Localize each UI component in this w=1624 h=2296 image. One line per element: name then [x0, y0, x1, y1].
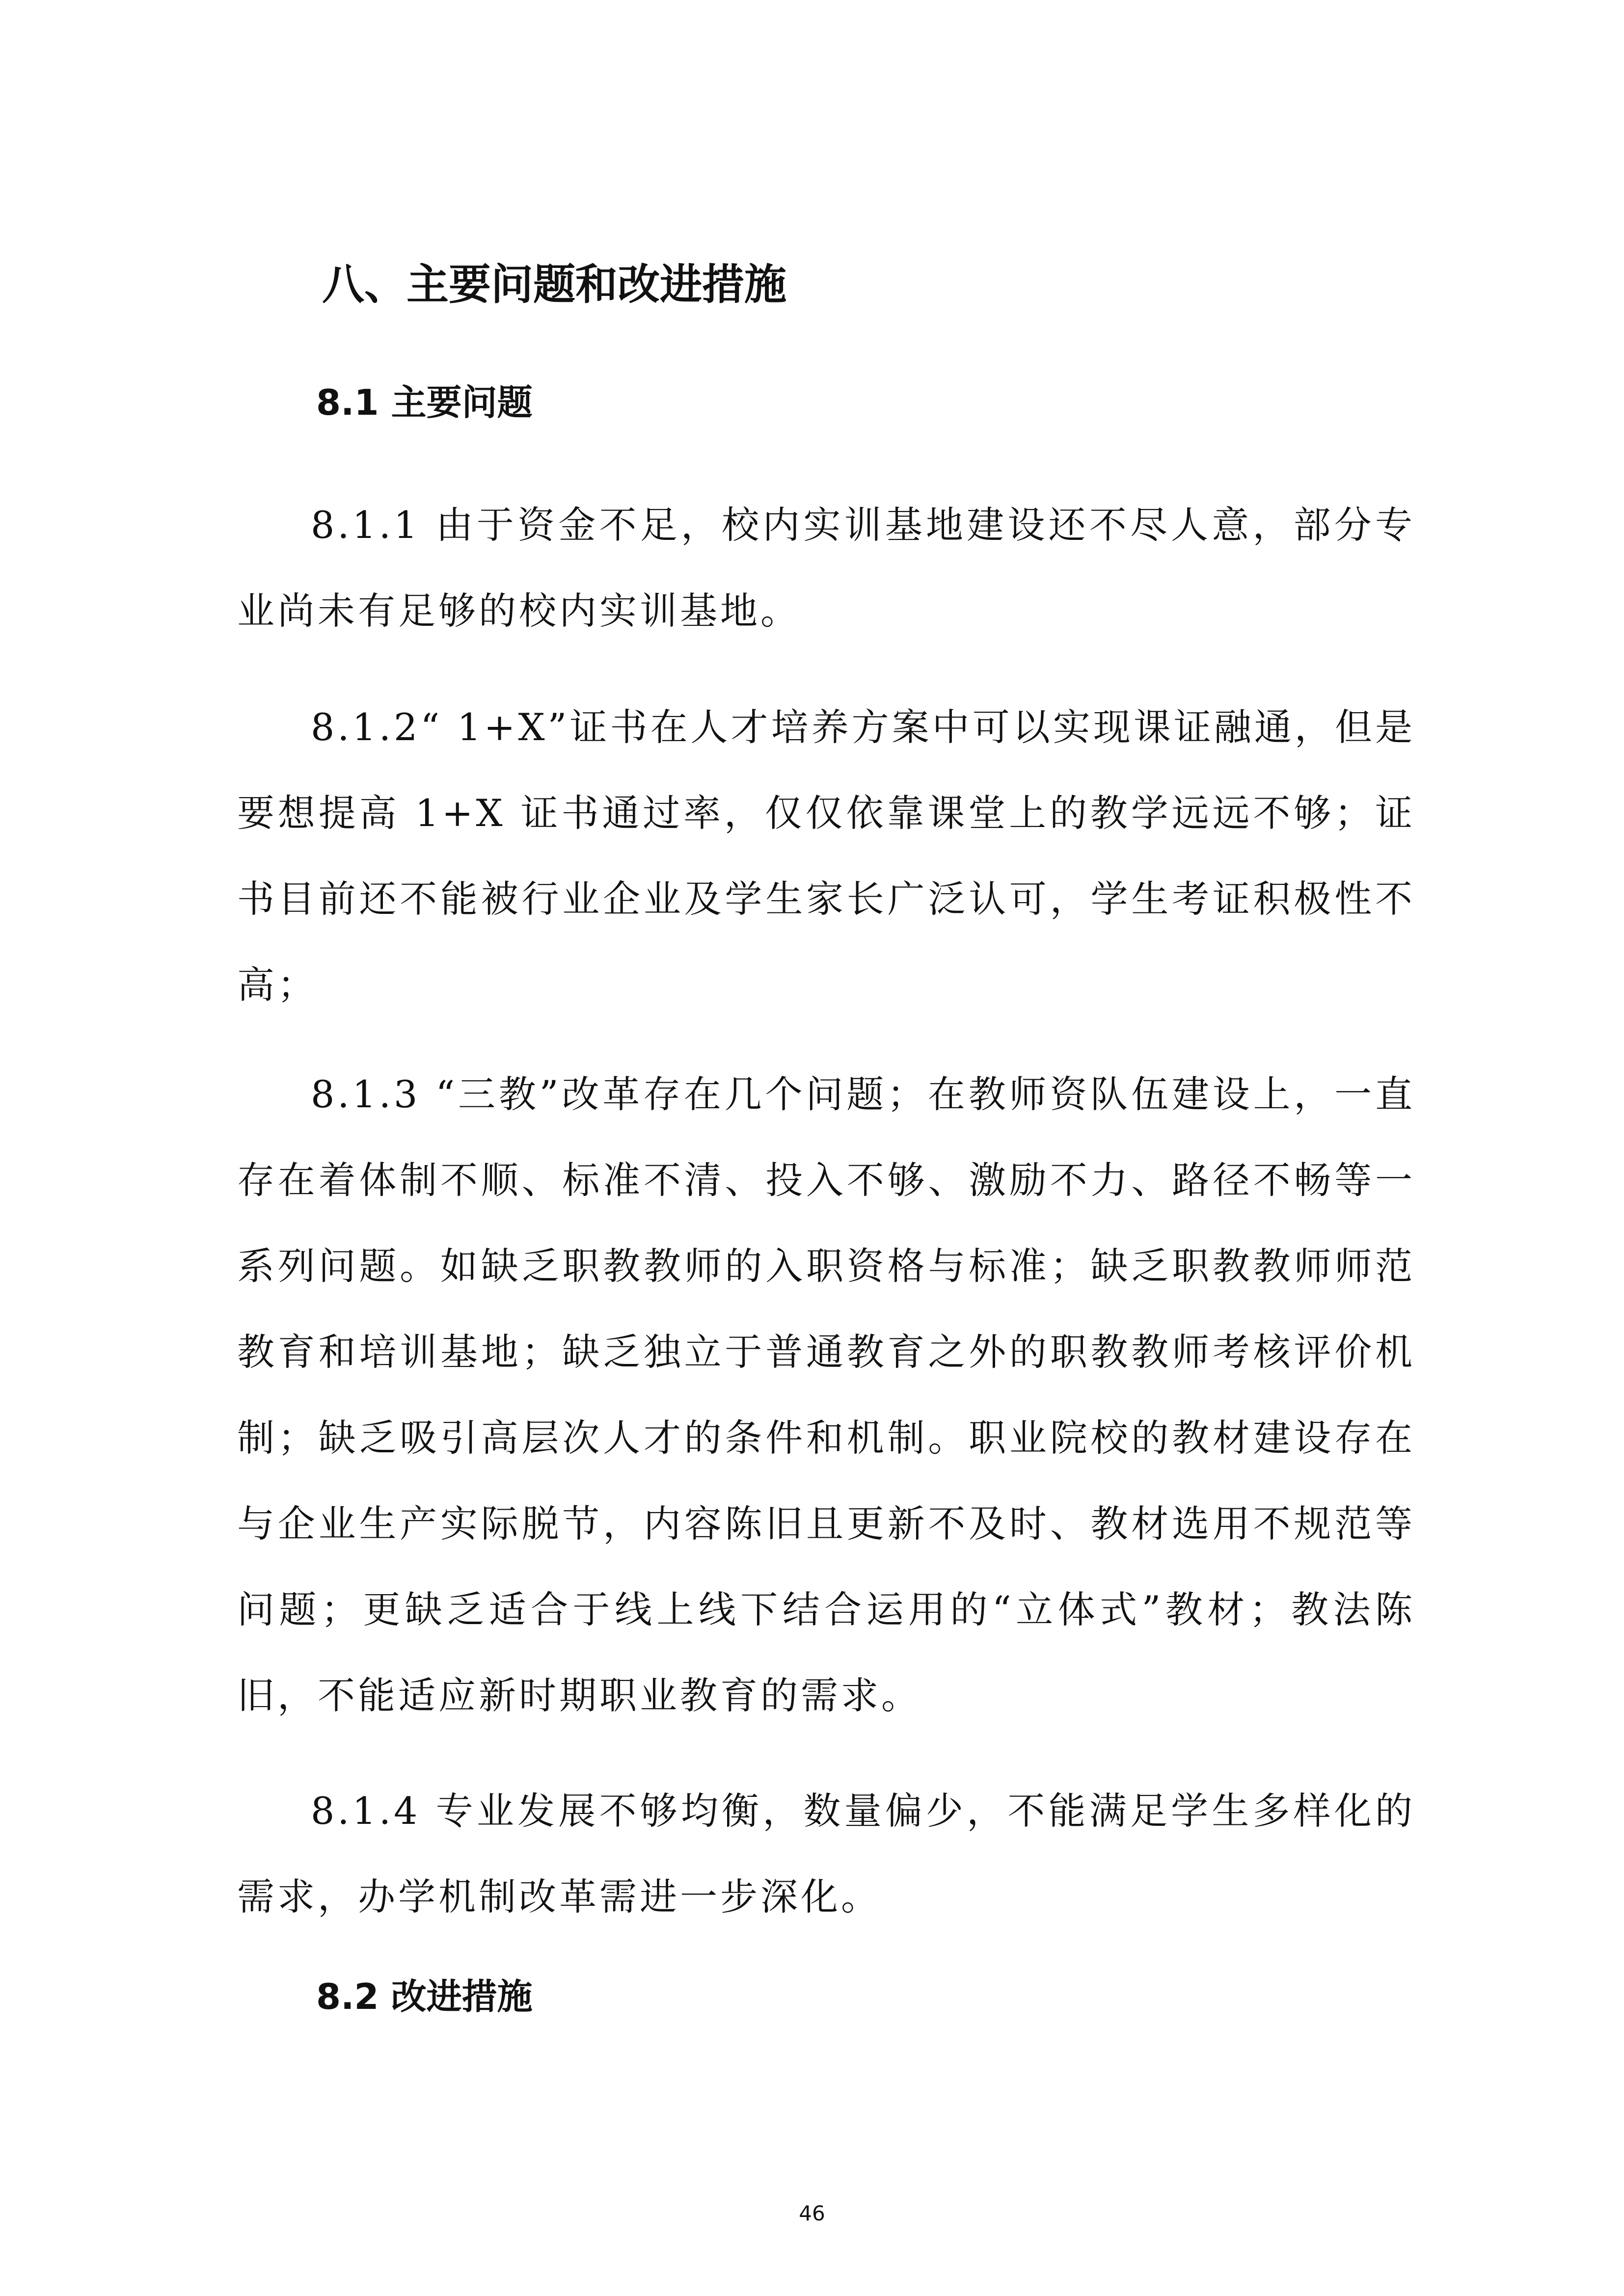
- subsection-title-main-problems: 8.1 主要问题: [316, 382, 533, 423]
- page-number: 46: [799, 2201, 825, 2225]
- paragraph-8-1-4: 8.1.4 专业发展不够均衡，数量偏少，不能满足学生多样化的需求，办学机制改革需进一步深化。: [237, 1789, 1415, 1919]
- paragraph-8-1-3: 8.1.3 “三教”改革存在几个问题；在教师资队伍建设上，一直存在着体制不顺、标准不清、投入不够、激励不力、路径不畅等一系列问题。如缺乏职教教师的入职资格与标准；缺乏职教教师师范教育和培训基地；缺乏独立于普通教育之外的职教教师考核评价机制；缺乏吸引高层次人才的条件和机制。职业院校的教材建设存在与企业生产实际脱节，内容陈旧且更新不及时、教材选用不规范等问题；更缺乏适合于线上线下结合运用的“立体式”教材；教法陈旧，不能适应新时期职业教育的需求。: [237, 1072, 1415, 1717]
- section-title: 八、主要问题和改进措施: [322, 260, 786, 309]
- paragraph-8-1-2: 8.1.2“ 1+X”证书在人才培养方案中可以实现课证融通，但是要想提高 1+X 证书通过率，仅仅依靠课堂上的教学远远不够；证书目前还不能被行业企业及学生家长广泛认可，学生考证积极性不高；: [237, 705, 1415, 1007]
- subsection-title-improvement-measures: 8.2 改进措施: [316, 1976, 533, 2017]
- paragraph-8-1-1: 8.1.1 由于资金不足，校内实训基地建设还不尽人意，部分专业尚未有足够的校内实训基地。: [237, 503, 1415, 633]
